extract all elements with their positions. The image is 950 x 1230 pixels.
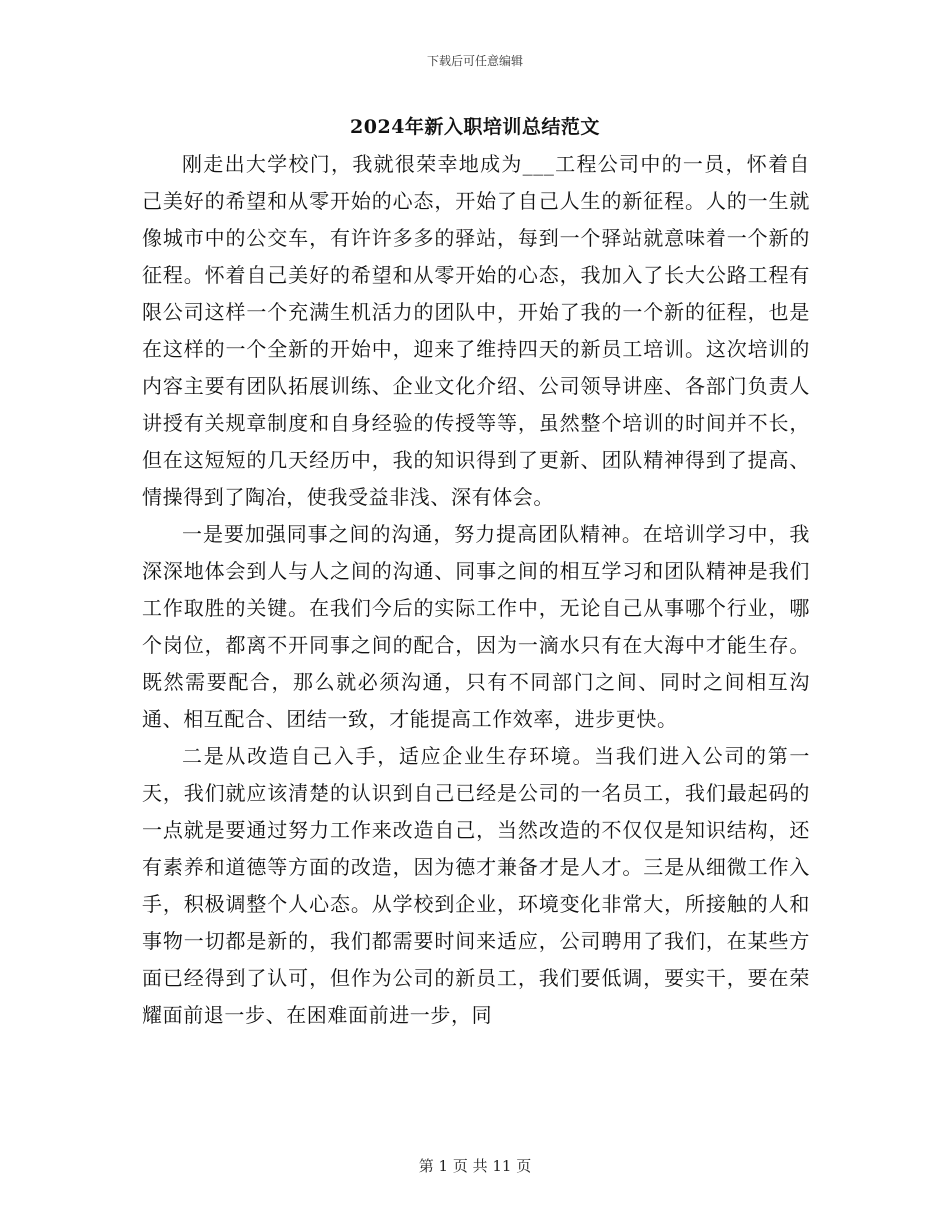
header-note: 下载后可任意编辑 — [426, 54, 523, 68]
page-footer: 第 1 页 共 11 页 — [418, 1157, 532, 1175]
document-body — [142, 146, 810, 1034]
paragraph-2: 一是要加强同事之间的沟通，努力提高团队精神。在培训学习中，我深深地体会到人与人之间的沟通、同事之间的相互学习和团队精神是我们工作取胜的关键。在我们今后的实际工作中，无论自己从事哪个行业，哪个岗位，都离不开同事之间的配合，因为一滴水只有在大海中才能生存。既然需要配合，那么就必须沟通，只有不同部门之间、同时之间相互沟通、相互配合、团结一致，才能提高工作效率，进步更快。 — [142, 522, 810, 731]
paragraph-3: 二是从改造自己入手，适应企业生存环境。当我们进入公司的第一天，我们就应该清楚的认识到自己已经是公司的一名员工，我们最起码的一点就是要通过努力工作来改造自己，当然改造的不仅仅是知识结构，还有素养和道德等方面的改造，因为德才兼备才是人才。三是从细微工作入手，积极调整个人心态。从学校到企业，环境变化非常大，所接触的人和事物一切都是新的，我们都需要时间来适应，公司聘用了我们，在某些方面已经得到了认可，但作为公司的新员工，我们要低调，要实干，要在荣耀面前退一步、在困难面前进一步，同 — [142, 744, 810, 1027]
document-title: 2024年新入职培训总结范文 — [350, 116, 600, 138]
paragraph-1: 刚走出大学校门，我就很荣幸地成为___工程公司中的一员，怀着自己美好的希望和从零开始的心态，开始了自己人生的新征程。人的一生就像城市中的公交车，有许许多多的驿站，每到一个驿站就意味着一个新的征程。怀着自己美好的希望和从零开始的心态，我加入了长大公路工程有限公司这样一个充满生机活力的团队中，开始了我的一个新的征程，也是在这样的一个全新的开始中，迎来了维持四天的新员工培训。这次培训的内容主要有团队拓展训练、企业文化介绍、公司领导讲座、各部门负责人讲授有关规章制度和自身经验的传授等等，虽然整个培训的时间并不长，但在这短短的几天经历中，我的知识得到了更新、团队精神得到了提高、情操得到了陶冶，使我受益非浅、深有体会。 — [142, 152, 810, 509]
